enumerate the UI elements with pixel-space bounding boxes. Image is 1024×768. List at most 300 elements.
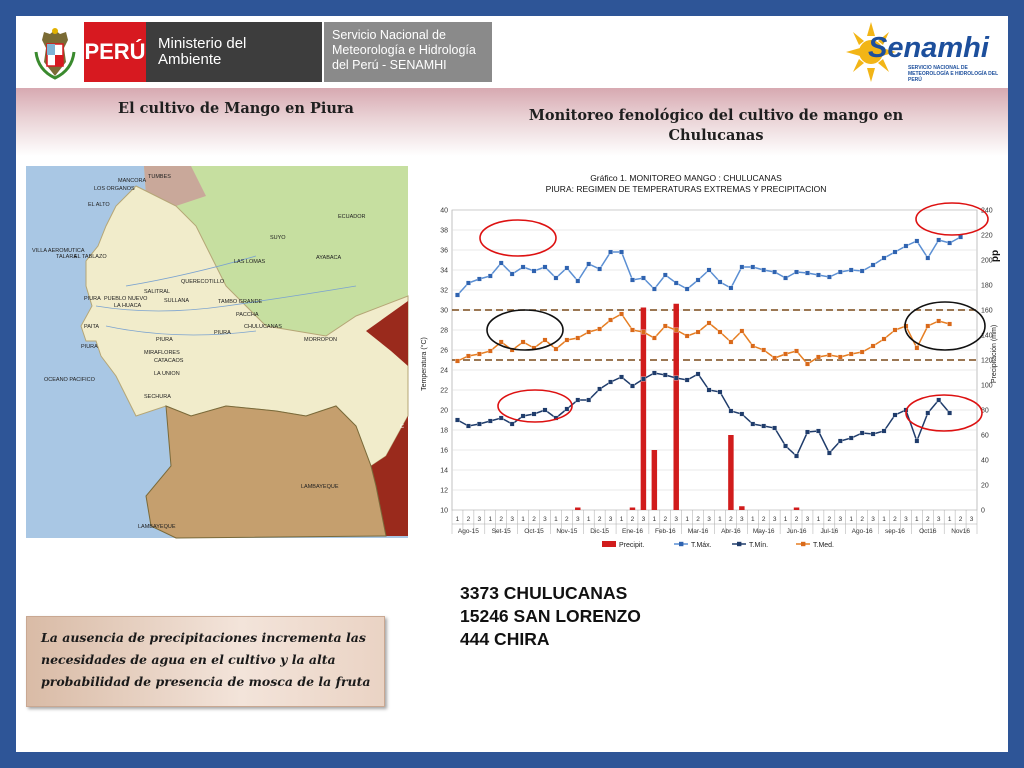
x-decade-label: 3	[969, 516, 974, 523]
series-point	[904, 244, 908, 248]
series-point	[762, 268, 766, 272]
series-point	[663, 273, 667, 277]
x-decade-label: 1	[488, 516, 493, 523]
x-decade-label: 2	[827, 516, 832, 523]
map-label: EL TABLAZO	[74, 254, 107, 260]
x-decade-label: 3	[772, 516, 777, 523]
series-point	[740, 265, 744, 269]
y2-tick-label: 20	[981, 482, 989, 490]
series-point	[543, 338, 547, 342]
series-point	[685, 378, 689, 382]
map-label: VILLA AEROMUTICA	[32, 248, 85, 254]
series-point	[608, 380, 612, 384]
series-point	[630, 278, 634, 282]
ministry-block	[146, 22, 322, 82]
senamhi-wordmark: Senamhi	[868, 32, 989, 64]
legend-label: T.Mín.	[749, 542, 769, 549]
x-decade-label: 3	[871, 516, 875, 523]
peru-coat-of-arms-icon	[28, 22, 82, 82]
series-point	[707, 268, 711, 272]
series-point	[794, 454, 798, 458]
y-ticks	[440, 208, 448, 515]
y-tick-label: 12	[440, 487, 448, 495]
series-point	[674, 281, 678, 285]
series-point	[805, 271, 809, 275]
x-decade-label: 3	[904, 516, 908, 523]
x-month-label: Set-15	[491, 528, 511, 535]
x-decade-label: 2	[794, 516, 799, 523]
series-point	[510, 272, 514, 276]
precip-bar	[673, 304, 678, 510]
x-decade-label: 1	[718, 516, 722, 523]
x-month-label: Nov-15	[556, 528, 578, 535]
x-decade-label: 2	[860, 516, 864, 523]
series-point	[554, 347, 558, 351]
station-item: 3373 CHULUCANAS	[460, 583, 628, 603]
series-point	[783, 276, 787, 280]
x-month-label: Jul-16	[820, 528, 839, 535]
x-decade-label: 1	[947, 516, 952, 523]
series-point	[805, 362, 809, 366]
x-decade-label: 1	[554, 516, 558, 523]
legend-label: Precipit.	[619, 542, 645, 549]
y2-tick-label: 180	[981, 282, 993, 290]
y-tick-label: 24	[440, 367, 448, 375]
series-point	[816, 273, 820, 277]
station-item: 444 CHIRA	[460, 629, 550, 649]
precip-bar	[641, 308, 646, 511]
note-text: La ausencia de precipitaciones incrementa las necesidades de agua en el cultivo y la alta probabilidad de presencia de mosca de la fruta	[41, 630, 371, 689]
series-point	[641, 330, 645, 334]
series-point	[499, 340, 503, 344]
series-point	[762, 424, 766, 428]
series-point	[521, 414, 525, 418]
series-point	[455, 293, 459, 297]
map-label: PACCHA	[236, 312, 259, 318]
y-tick-label: 32	[440, 287, 448, 295]
map-label: TAMBO GRANDE	[218, 299, 263, 305]
series-point	[663, 373, 667, 377]
station-list	[460, 582, 641, 651]
series-point	[838, 439, 842, 443]
series-point	[652, 371, 656, 375]
x-decade-label: 3	[641, 516, 646, 523]
series-point	[783, 444, 787, 448]
series-point	[587, 398, 591, 402]
series-point	[652, 287, 656, 291]
series-point	[772, 426, 776, 430]
x-decade-label: 3	[805, 516, 810, 523]
series-point	[805, 430, 809, 434]
y2-tick-label: 100	[981, 382, 993, 390]
series-point	[696, 372, 700, 376]
x-decade-label: 2	[925, 516, 930, 523]
y2-tick-label: 60	[981, 432, 989, 440]
series-point	[816, 355, 820, 359]
legend-marker	[737, 542, 741, 546]
series-point	[827, 275, 831, 279]
map-label: PIURA	[156, 337, 173, 343]
x-decade-label: 3	[707, 516, 711, 523]
x-decade-label: 2	[893, 516, 897, 523]
series-point	[947, 241, 951, 245]
x-month-label: Ago-15	[457, 528, 479, 535]
series-point	[926, 324, 930, 328]
map-label: MORROPON	[304, 337, 337, 343]
series-point	[751, 344, 755, 348]
x-decade-label: 3	[575, 516, 580, 523]
x-decade-label: 3	[608, 516, 613, 523]
x-decade-label: 2	[663, 516, 668, 523]
header	[16, 16, 1008, 86]
series-point	[871, 432, 875, 436]
map-label: SUYO	[270, 235, 286, 241]
map-label: EL ALTO	[88, 202, 110, 208]
series-point	[937, 238, 941, 242]
y-tick-label: 34	[440, 267, 448, 275]
x-decade-label: 2	[630, 516, 635, 523]
x-decade-label: 3	[674, 516, 679, 523]
series-point	[860, 269, 864, 273]
ministry-label: Ministerio del Ambiente	[158, 35, 247, 68]
x-month-label: Ene-16	[621, 528, 643, 535]
series-point	[576, 398, 580, 402]
series-point	[619, 250, 623, 254]
series-point	[849, 352, 853, 356]
precip-bar	[630, 508, 635, 511]
x-decade-label: 3	[543, 516, 547, 523]
series-point	[488, 274, 492, 278]
x-decade-label: 2	[499, 516, 504, 523]
y-tick-label: 20	[440, 407, 448, 415]
x-decade-label: 2	[565, 516, 569, 523]
series-point	[477, 422, 481, 426]
y-tick-label: 28	[440, 327, 448, 335]
x-month-label: Dic-15	[590, 528, 610, 535]
map-label: PUEBLO NUEVO	[104, 296, 148, 302]
series-point	[521, 340, 525, 344]
series-point	[915, 239, 919, 243]
series-point	[860, 431, 864, 435]
precip-bar	[739, 506, 744, 510]
y2-tick-label: 80	[981, 407, 989, 415]
map-label: QUERECOTILLO	[181, 279, 225, 285]
series-point	[565, 407, 569, 411]
series-point	[565, 338, 569, 342]
y2-tick-label: 160	[981, 307, 993, 315]
series-point	[630, 384, 634, 388]
series-point	[608, 250, 612, 254]
y2-tick-label: 40	[981, 457, 989, 465]
y-tick-label: 38	[440, 227, 448, 235]
y2-tick-label: 140	[981, 332, 993, 340]
map-label: AYABACA	[316, 255, 342, 261]
x-decade-label: 3	[510, 516, 514, 523]
precip-bar	[652, 450, 657, 510]
series-point	[565, 266, 569, 270]
x-month-label: Ago-16	[851, 528, 873, 535]
series-point	[674, 376, 678, 380]
series-point	[926, 256, 930, 260]
precip-bar	[794, 508, 799, 511]
series-point	[543, 408, 547, 412]
peru-label: PERÚ	[84, 22, 146, 82]
x-decade-label: 1	[750, 516, 755, 523]
legend-label: T.Máx.	[691, 542, 712, 549]
series-point	[521, 265, 525, 269]
x-decade-label: 1	[619, 516, 624, 523]
series-point	[587, 262, 591, 266]
series-point	[893, 413, 897, 417]
series-point	[871, 263, 875, 267]
series-point	[827, 353, 831, 357]
precip-bar	[728, 435, 733, 510]
y-tick-label: 14	[440, 467, 448, 475]
series-point	[794, 270, 798, 274]
y-tick-label: 30	[440, 307, 448, 315]
map-label: SALITRAL	[144, 289, 170, 295]
y2-tick-label: 0	[981, 507, 985, 515]
series-point	[466, 354, 470, 358]
series-point	[772, 356, 776, 360]
series-point	[762, 348, 766, 352]
y-tick-label: 36	[440, 247, 448, 255]
piura-map	[26, 166, 408, 538]
y-tick-label: 40	[440, 207, 448, 215]
y-tick-label: 26	[440, 347, 448, 355]
series-point	[740, 329, 744, 333]
x-decade-label: 2	[761, 516, 766, 523]
map-label: LAS LOMAS	[234, 259, 266, 265]
series-point	[849, 268, 853, 272]
gov-banner	[28, 22, 480, 82]
series-point	[532, 412, 536, 416]
series-point	[466, 424, 470, 428]
map-label: LAMBAYEQUE	[138, 524, 176, 530]
x-decade-label: 3	[838, 516, 843, 523]
x-decade-label: 1	[816, 516, 821, 523]
x-decade-label: 2	[729, 516, 733, 523]
x-decade-label: 1	[455, 516, 460, 523]
series-point	[597, 267, 601, 271]
series-point	[608, 318, 612, 322]
map-label: PIURA	[214, 330, 231, 336]
y2-axis-label: Precipitación (mm)	[991, 324, 998, 384]
series-point	[455, 359, 459, 363]
y2-tick-label: 200	[981, 257, 993, 265]
x-decade-label: 2	[532, 516, 536, 523]
x-month-label: May-16	[752, 528, 775, 535]
map-label: PAITA	[84, 324, 100, 330]
chart-title: Gráfico 1. MONITOREO MANGO : CHULUCANAS	[590, 173, 782, 183]
series-point	[816, 429, 820, 433]
precip-bar	[575, 508, 580, 511]
series-point	[740, 412, 744, 416]
series-point	[838, 270, 842, 274]
senamhi-logo	[846, 18, 1001, 84]
series-point	[718, 390, 722, 394]
map-label: OCEANO PACIFICO	[44, 377, 95, 383]
series-point	[466, 281, 470, 285]
x-month-label: Feb-16	[654, 528, 676, 535]
map-label: TUMBES	[148, 174, 171, 180]
x-month-label: Mar-16	[687, 528, 709, 535]
x-decade-label: 3	[740, 516, 744, 523]
series-point	[915, 439, 919, 443]
x-month-label: Abr-16	[721, 528, 741, 535]
left-title: El cultivo de Mango en Piura	[118, 100, 354, 117]
series-point	[893, 250, 897, 254]
map-label: SULLANA	[164, 298, 190, 304]
x-decade-label: 1	[652, 516, 657, 523]
series-point	[477, 277, 481, 281]
series-point	[915, 346, 919, 350]
slide	[16, 16, 1008, 752]
y-tick-label: 16	[440, 447, 448, 455]
x-month-label: Oct-15	[524, 528, 544, 535]
series-point	[499, 416, 503, 420]
series-point	[718, 280, 722, 284]
x-decade-label: 1	[882, 516, 886, 523]
series-point	[794, 349, 798, 353]
x-decade-label: 2	[466, 516, 471, 523]
series-point	[619, 375, 623, 379]
series-point	[827, 451, 831, 455]
map-label: TALARA	[56, 254, 77, 260]
service-block	[324, 22, 492, 82]
series-point	[893, 328, 897, 332]
series-point	[729, 340, 733, 344]
pp-label: pp	[990, 249, 1001, 263]
legend-label: T.Med.	[813, 542, 835, 549]
series-point	[488, 349, 492, 353]
series-point	[882, 429, 886, 433]
map-label: LAMBAYEQUE	[301, 484, 339, 490]
chart	[412, 154, 1001, 554]
map-label: C	[400, 424, 404, 430]
series-point	[882, 337, 886, 341]
series-point	[947, 322, 951, 326]
map-label: MIRAFLORES	[144, 350, 180, 356]
series-point	[532, 269, 536, 273]
map-label: PIURA	[84, 296, 101, 302]
station-item: 15246 SAN LORENZO	[460, 606, 641, 626]
series-point	[751, 422, 755, 426]
x-decade-label: 3	[477, 516, 482, 523]
legend-marker	[801, 542, 805, 546]
x-decade-label: 2	[597, 516, 602, 523]
right-title: Monitoreo fenológico del cultivo de mango en Chulucanas	[528, 107, 904, 144]
series-point	[926, 411, 930, 415]
series-point	[499, 261, 503, 265]
series-point	[510, 422, 514, 426]
x-decade-label: 3	[936, 516, 941, 523]
series-point	[597, 327, 601, 331]
x-month-label: sep-16	[885, 528, 905, 535]
y-tick-label: 22	[440, 387, 448, 395]
series-point	[685, 334, 689, 338]
chart-subtitle: PIURA: REGIMEN DE TEMPERATURAS EXTREMAS Y PRECIPITACION	[545, 184, 827, 194]
x-decade-label: 1	[849, 516, 854, 523]
legend-swatch	[602, 541, 616, 547]
series-point	[696, 278, 700, 282]
x-month-label: Jun-16	[786, 528, 807, 535]
series-point	[641, 276, 645, 280]
x-axis	[452, 510, 977, 535]
x-month-label: Oct16	[919, 528, 937, 535]
series-point	[751, 265, 755, 269]
series-point	[630, 328, 634, 332]
series-point	[729, 286, 733, 290]
x-decade-label: 2	[696, 516, 700, 523]
series-point	[849, 436, 853, 440]
y-axis-label: Temperatura (°C)	[421, 337, 428, 391]
y2-tick-label: 220	[981, 232, 993, 240]
y-tick-label: 18	[440, 427, 448, 435]
series-point	[576, 336, 580, 340]
series-point	[882, 256, 886, 260]
series-point	[947, 411, 951, 415]
x-decade-label: 1	[521, 516, 525, 523]
map-label: ECUADOR	[338, 214, 366, 220]
series-point	[543, 265, 547, 269]
map-label: LA HUACA	[114, 303, 142, 309]
series-point	[838, 355, 842, 359]
series-point	[554, 276, 558, 280]
series-point	[663, 324, 667, 328]
series-point	[772, 270, 776, 274]
map-label: SECHURA	[144, 394, 171, 400]
x-decade-label: 1	[685, 516, 689, 523]
series-point	[619, 312, 623, 316]
series-point	[597, 387, 601, 391]
x-month-label: Nov16	[951, 528, 970, 535]
series-point	[871, 344, 875, 348]
series-point	[576, 279, 580, 283]
series-point	[455, 418, 459, 422]
map-label: MANCORA	[118, 178, 147, 184]
map-label: PIURA	[81, 344, 98, 350]
map-label: CHULUCANAS	[244, 324, 282, 330]
x-decade-label: 1	[586, 516, 591, 523]
series-point	[477, 352, 481, 356]
map-label: LOS ORGANOS	[94, 186, 135, 192]
series-point	[707, 388, 711, 392]
series-point	[674, 328, 678, 332]
series-point	[860, 350, 864, 354]
series-point	[685, 287, 689, 291]
note-box	[26, 616, 385, 707]
x-decade-label: 1	[783, 516, 788, 523]
map-label: LA UNION	[154, 371, 180, 377]
series-point	[696, 330, 700, 334]
y2-tick-label: 120	[981, 357, 993, 365]
series-point	[707, 321, 711, 325]
series-point	[729, 409, 733, 413]
x-decade-label: 1	[915, 516, 919, 523]
legend-marker	[679, 542, 683, 546]
series-point	[937, 398, 941, 402]
series-point	[641, 377, 645, 381]
senamhi-subtitle: SERVICIO NACIONAL DE METEOROLOGÍA E HIDROLOGÍA DEL PERÚ	[908, 65, 999, 83]
x-decade-label: 2	[958, 516, 963, 523]
series-point	[587, 330, 591, 334]
series-point	[652, 336, 656, 340]
y-tick-label: 10	[440, 507, 448, 515]
series-point	[783, 352, 787, 356]
y2-tick-label: 240	[981, 207, 993, 215]
service-label: Servicio Nacional de Meteorología e Hidrología del Perú - SENAMHI	[332, 28, 476, 72]
